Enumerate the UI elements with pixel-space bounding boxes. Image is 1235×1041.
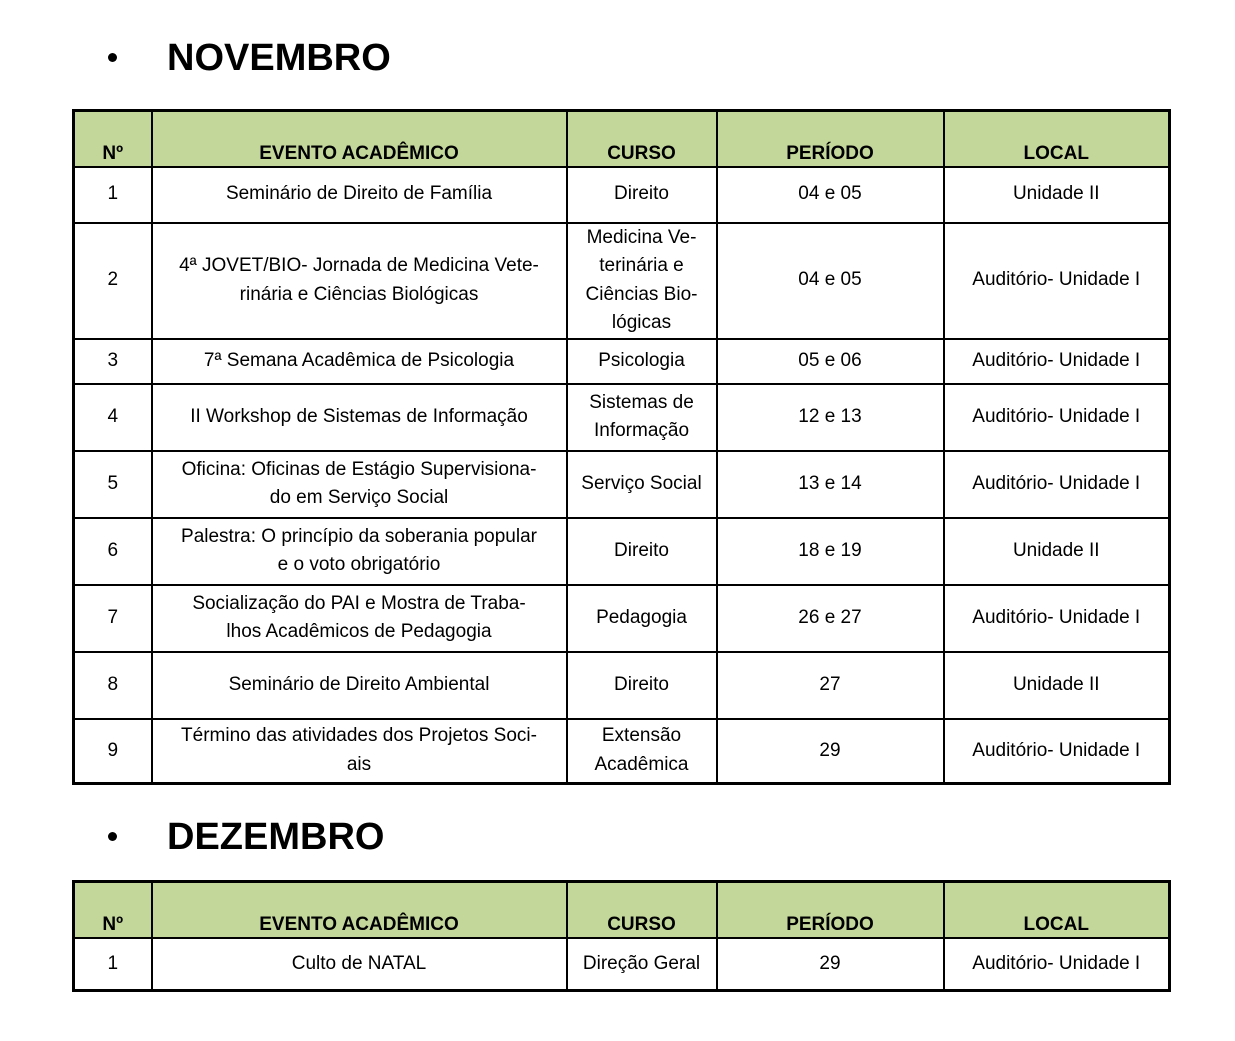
cell-curso-line: Medicina Ve- <box>586 226 697 248</box>
cell-periodo: 04 e 05 <box>717 223 944 339</box>
cell-evento <box>152 518 567 585</box>
header-row <box>74 111 1170 167</box>
cell-local: Auditório- Unidade I <box>944 223 1170 339</box>
cell-evento-line: ais <box>346 753 372 775</box>
cell-curso <box>567 652 717 719</box>
cell-local: Auditório- Unidade I <box>944 585 1170 652</box>
cell-numero: 1 <box>74 938 152 991</box>
cell-periodo: 29 <box>717 938 944 991</box>
cell-evento <box>152 223 567 339</box>
cell-curso <box>567 719 717 784</box>
cell-numero: 3 <box>74 339 152 384</box>
bullet-icon <box>108 53 117 62</box>
section-heading-novembro <box>0 33 700 83</box>
cell-curso-line: Serviço Social <box>581 472 702 494</box>
cell-evento-line: Palestra: O princípio da soberania popular <box>181 525 537 547</box>
cell-evento-line: 7ª Semana Acadêmica de Psicologia <box>203 349 515 371</box>
cell-local: Unidade II <box>944 518 1170 585</box>
cell-evento-line: Seminário de Direito de Família <box>225 183 493 205</box>
cell-evento-line: II Workshop de Sistemas de Informação <box>190 405 528 427</box>
cell-evento-line: Término das atividades dos Projetos Soci- <box>181 725 537 747</box>
cell-local: Auditório- Unidade I <box>944 719 1170 784</box>
cell-numero: 2 <box>74 223 152 339</box>
cell-numero: 4 <box>74 384 152 451</box>
cell-curso <box>567 938 717 991</box>
header-periodo: PERÍODO <box>717 882 944 938</box>
cell-local: Auditório- Unidade I <box>944 451 1170 518</box>
events-table-novembro <box>72 109 1171 785</box>
header-curso: CURSO <box>567 111 717 167</box>
bullet-icon <box>108 832 117 841</box>
cell-evento <box>152 652 567 719</box>
cell-evento <box>152 167 567 223</box>
cell-evento-line: 4ª JOVET/BIO- Jornada de Medicina Vete- <box>179 255 539 276</box>
cell-evento <box>152 384 567 451</box>
header-curso: CURSO <box>567 882 717 938</box>
header-numero: Nº <box>74 111 152 167</box>
cell-curso-line: Psicologia <box>598 349 685 371</box>
cell-curso-line: Direito <box>614 183 669 205</box>
cell-local: Auditório- Unidade I <box>944 339 1170 384</box>
cell-evento-line: Socialização do PAI e Mostra de Traba- <box>192 592 526 614</box>
cell-curso <box>567 518 717 585</box>
cell-local: Auditório- Unidade I <box>944 384 1170 451</box>
cell-numero: 1 <box>74 167 152 223</box>
section-title: NOVEMBRO <box>167 37 391 79</box>
header-numero: Nº <box>74 882 152 938</box>
table-row <box>74 223 1170 339</box>
cell-curso <box>567 167 717 223</box>
cell-periodo: 12 e 13 <box>717 384 944 451</box>
cell-evento <box>152 451 567 518</box>
cell-curso-line: lógicas <box>611 312 672 333</box>
cell-local: Auditório- Unidade I <box>944 938 1170 991</box>
cell-evento <box>152 719 567 784</box>
cell-curso-line: Informação <box>593 420 690 441</box>
cell-curso-line: Extensão <box>601 725 682 747</box>
cell-evento <box>152 585 567 652</box>
section-title: DEZEMBRO <box>167 816 385 858</box>
cell-evento-line: do em Serviço Social <box>269 487 449 508</box>
cell-periodo: 13 e 14 <box>717 451 944 518</box>
table-row <box>74 167 1170 223</box>
table-body <box>74 167 1170 784</box>
table-row <box>74 451 1170 518</box>
cell-numero: 9 <box>74 719 152 784</box>
table-row <box>74 719 1170 784</box>
cell-periodo: 27 <box>717 652 944 719</box>
cell-evento-line: Seminário de Direito Ambiental <box>228 673 490 695</box>
header-periodo: PERÍODO <box>717 111 944 167</box>
cell-evento <box>152 938 567 991</box>
cell-evento-line: rinária e Ciências Biológicas <box>239 283 479 305</box>
cell-curso-line: Pedagogia <box>596 606 687 628</box>
header-evento: EVENTO ACADÊMICO <box>152 882 567 938</box>
cell-curso-line: Sistemas de <box>589 391 694 413</box>
header-row <box>74 882 1170 938</box>
cell-curso <box>567 585 717 652</box>
table-body <box>74 938 1170 991</box>
cell-local: Unidade II <box>944 167 1170 223</box>
cell-evento-line: lhos Acadêmicos de Pedagogia <box>226 621 492 642</box>
table-row <box>74 384 1170 451</box>
cell-periodo: 26 e 27 <box>717 585 944 652</box>
cell-curso <box>567 339 717 384</box>
cell-curso <box>567 451 717 518</box>
table-row <box>74 518 1170 585</box>
cell-curso-line: Direito <box>614 539 669 561</box>
cell-periodo: 04 e 05 <box>717 167 944 223</box>
cell-curso-line: Direção Geral <box>582 952 701 974</box>
cell-evento <box>152 339 567 384</box>
cell-evento-line: Culto de NATAL <box>291 952 427 974</box>
cell-periodo: 18 e 19 <box>717 518 944 585</box>
table-row <box>74 652 1170 719</box>
cell-periodo: 05 e 06 <box>717 339 944 384</box>
table-row <box>74 938 1170 991</box>
cell-curso-line: terinária e <box>599 255 684 276</box>
section-heading-dezembro <box>0 812 700 862</box>
table-row <box>74 585 1170 652</box>
cell-periodo: 29 <box>717 719 944 784</box>
cell-numero: 8 <box>74 652 152 719</box>
cell-curso <box>567 384 717 451</box>
cell-evento-line: Oficina: Oficinas de Estágio Supervisiona- <box>181 458 537 480</box>
events-table-dezembro <box>72 880 1171 992</box>
cell-curso-line: Direito <box>614 673 669 695</box>
cell-numero: 5 <box>74 451 152 518</box>
cell-curso <box>567 223 717 339</box>
cell-evento-line: e o voto obrigatório <box>277 554 441 575</box>
cell-curso-line: Acadêmica <box>594 753 689 775</box>
header-local: LOCAL <box>944 882 1170 938</box>
table-row <box>74 339 1170 384</box>
cell-numero: 6 <box>74 518 152 585</box>
cell-numero: 7 <box>74 585 152 652</box>
cell-curso-line: Ciências Bio- <box>585 283 698 305</box>
header-local: LOCAL <box>944 111 1170 167</box>
cell-local: Unidade II <box>944 652 1170 719</box>
header-evento: EVENTO ACADÊMICO <box>152 111 567 167</box>
